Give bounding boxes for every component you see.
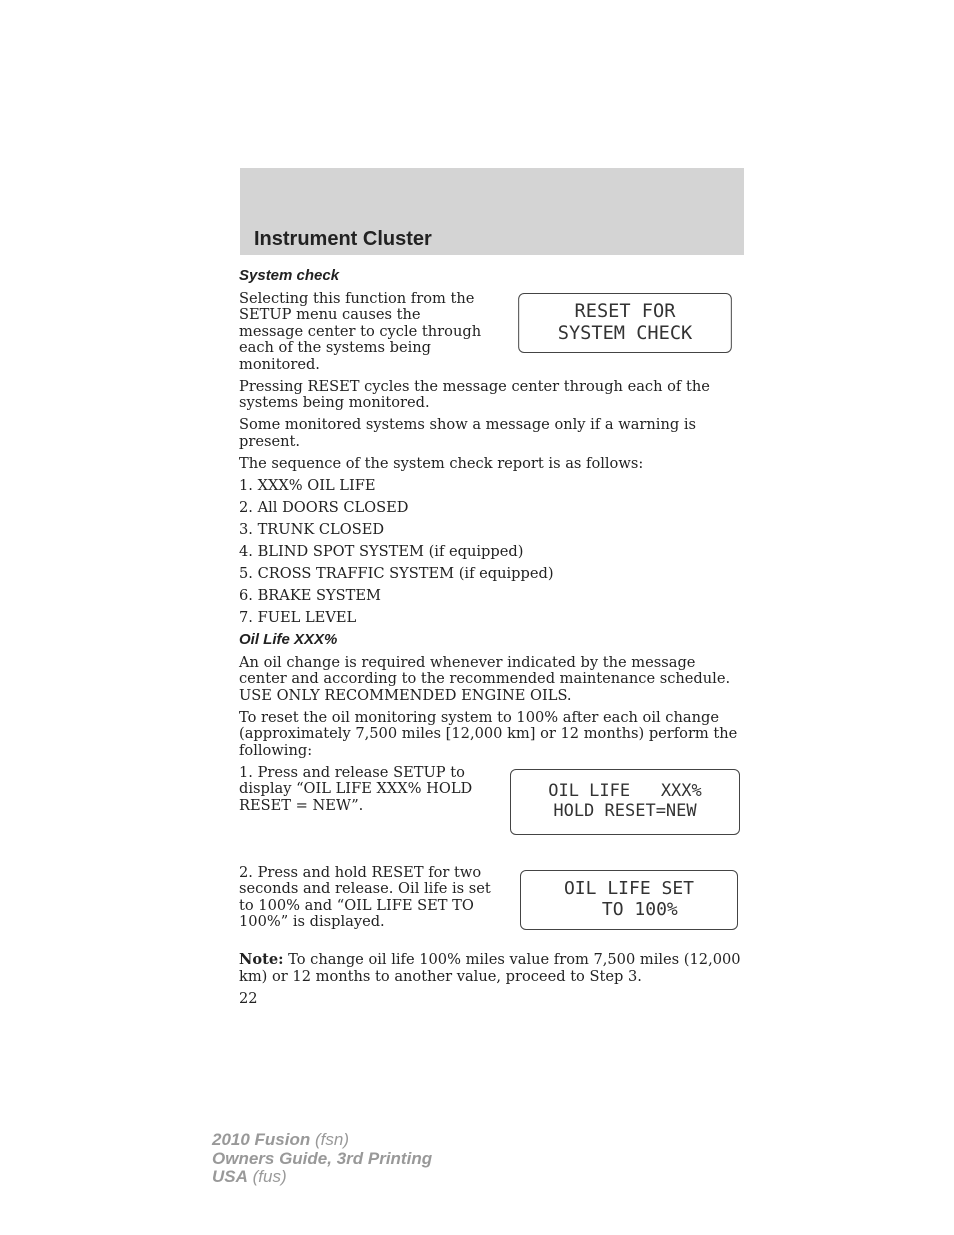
paragraph: The sequence of the system check report is as follows: <box>239 454 644 472</box>
note-label: Note: <box>239 951 284 968</box>
oil-life-set-display <box>520 870 738 930</box>
list-item: 2. All DOORS CLOSED <box>239 498 409 516</box>
reset-system-check-display <box>518 293 732 353</box>
footer-region-code: (fus) <box>252 1167 287 1186</box>
page-number: 22 <box>239 989 258 1007</box>
display-line: OIL LIFE XXX% <box>548 780 702 801</box>
display-line: OIL LIFE SET <box>563 877 695 899</box>
footer-model: 2010 Fusion <box>212 1130 311 1149</box>
paragraph: An oil change is required whenever indicated by the message center and according to the recommended maintenance schedule. USE ONLY RECOMMENDED ENGINE OILS. <box>239 653 731 704</box>
paragraph: Some monitored systems show a message only if a warning is present. <box>239 416 696 450</box>
note <box>239 952 744 985</box>
display-line: RESET FOR <box>574 299 676 322</box>
footer <box>212 1131 432 1187</box>
list-item: 7. FUEL LEVEL <box>239 608 357 626</box>
display-line: HOLD RESET=NEW <box>553 800 697 821</box>
step-1: 1. Press and release SETUP to display “OIL LIFE XXX% HOLD RESET = NEW”. <box>239 763 473 814</box>
list-item: 6. BRAKE SYSTEM <box>239 586 381 604</box>
section-title: Instrument Cluster <box>254 228 432 250</box>
header-band <box>240 168 744 255</box>
note-text: To change oil life 100% miles value from 7,500 miles (12,000 km) or 12 months to another value, proceed to Step 3. <box>239 951 741 985</box>
display-line: TO 100% <box>580 898 678 920</box>
system-check-heading: System check <box>239 267 340 284</box>
page-content <box>239 262 744 1007</box>
step-2: 2. Press and hold RESET for two seconds and release. Oil life is set to 100% and “OIL LIFE SET TO 100%” is displayed. <box>239 863 491 930</box>
footer-model-code: (fsn) <box>315 1130 349 1149</box>
list-item: 4. BLIND SPOT SYSTEM (if equipped) <box>239 542 524 560</box>
paragraph: To reset the oil monitoring system to 100% after each oil change (approximately 7,500 miles [12,000 km] or 12 months) perform the following: <box>239 708 738 759</box>
footer-region: USA <box>212 1167 248 1186</box>
paragraph: Pressing RESET cycles the message center through each of the systems being monitored. <box>239 377 710 411</box>
display-line: SYSTEM CHECK <box>557 321 693 344</box>
list-item: 1. XXX% OIL LIFE <box>239 476 376 494</box>
paragraph: Selecting this function from the SETUP menu causes the message center to cycle through each of the systems being monitored. <box>239 289 482 373</box>
oil-life-heading: Oil Life XXX% <box>239 631 338 648</box>
list-item: 3. TRUNK CLOSED <box>239 520 385 538</box>
oil-life-hold-reset-display <box>510 769 740 835</box>
list-item: 5. CROSS TRAFFIC SYSTEM (if equipped) <box>239 564 554 582</box>
footer-guide: Owners Guide, 3rd Printing <box>212 1148 433 1168</box>
